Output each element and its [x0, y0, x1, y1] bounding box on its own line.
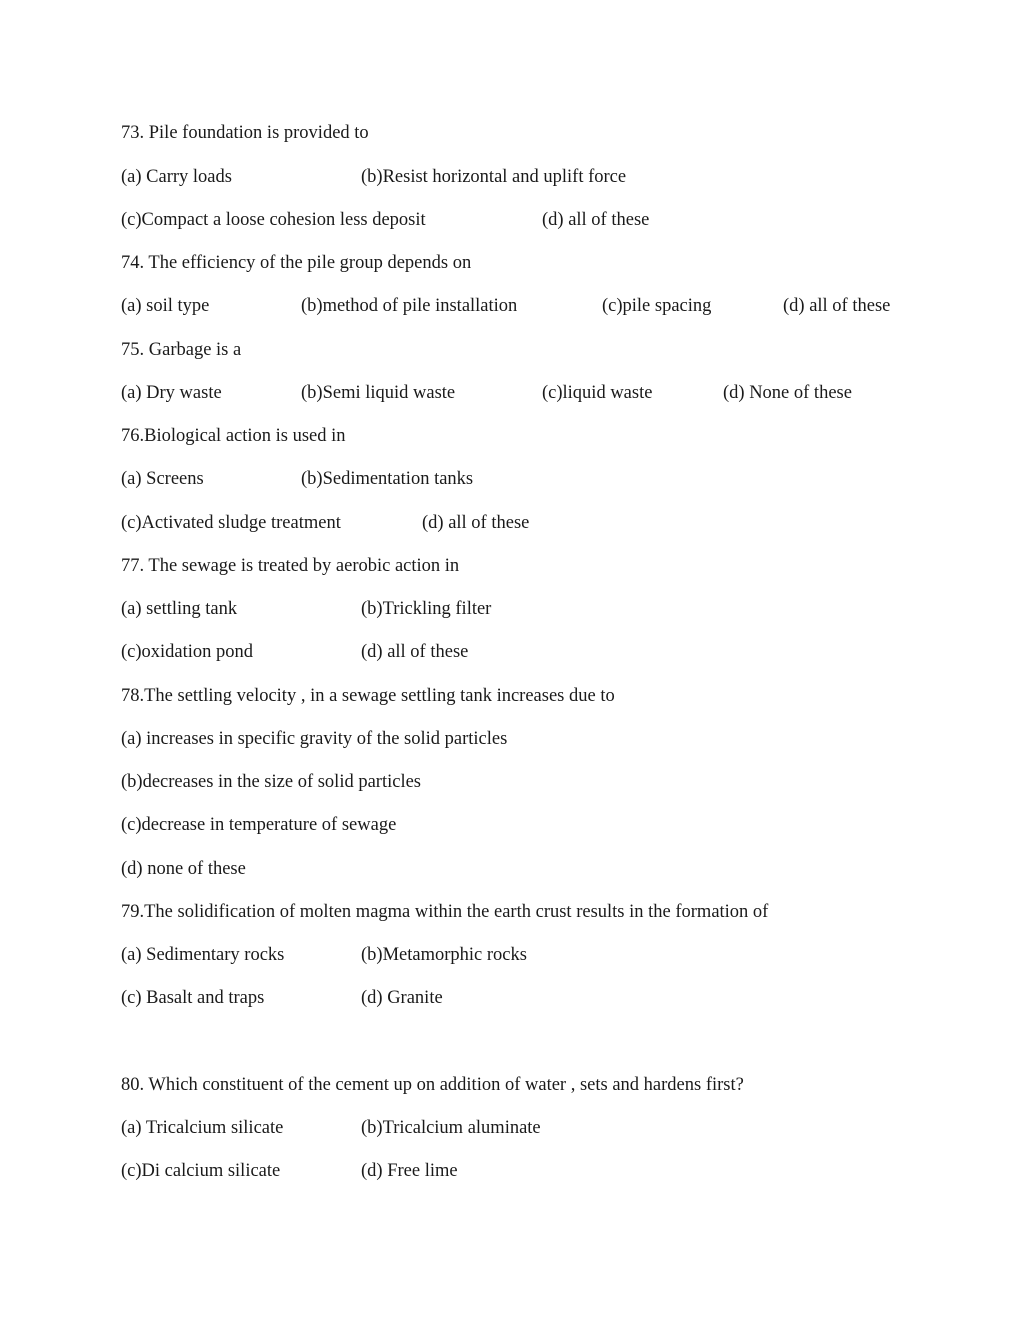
q75-option-d: (d) None of these — [723, 383, 852, 403]
q76-option-d: (d) all of these — [422, 513, 530, 533]
q79-option-b: (b)Metamorphic rocks — [361, 945, 527, 965]
q78-option-c: (c)decrease in temperature of sewage — [121, 815, 397, 835]
q74-option-b: (b)method of pile installation — [301, 296, 518, 316]
q77-option-a: (a) settling tank — [121, 599, 238, 619]
q73-option-b: (b)Resist horizontal and uplift force — [361, 167, 627, 187]
q80-option-c: (c)Di calcium silicate — [121, 1161, 281, 1181]
question-76-text: 76.Biological action is used in — [121, 426, 346, 446]
q73-option-c: (c)Compact a loose cohesion less deposit — [121, 210, 426, 230]
q73-option-d: (d) all of these — [542, 210, 650, 230]
q78-option-a: (a) increases in specific gravity of the solid particles — [121, 729, 508, 749]
q79-option-a: (a) Sedimentary rocks — [121, 945, 285, 965]
question-75-text: 75. Garbage is a — [121, 340, 242, 360]
q75-option-c: (c)liquid waste — [542, 383, 653, 403]
q77-option-d: (d) all of these — [361, 642, 469, 662]
question-74-text: 74. The efficiency of the pile group depends on — [121, 253, 472, 273]
question-73-text: 73. Pile foundation is provided to — [121, 123, 369, 143]
q75-option-b: (b)Semi liquid waste — [301, 383, 456, 403]
question-80-text: 80. Which constituent of the cement up on addition of water , sets and hardens first? — [121, 1075, 744, 1095]
q80-option-b: (b)Tricalcium aluminate — [361, 1118, 541, 1138]
q79-option-c: (c) Basalt and traps — [121, 988, 265, 1008]
q77-option-c: (c)oxidation pond — [121, 642, 254, 662]
q76-option-a: (a) Screens — [121, 469, 204, 489]
q78-option-d: (d) none of these — [121, 859, 246, 879]
q79-option-d: (d) Granite — [361, 988, 443, 1008]
q76-option-c: (c)Activated sludge treatment — [121, 513, 341, 533]
question-79-text: 79.The solidification of molten magma within the earth crust results in the formation of — [121, 902, 769, 922]
q80-option-d: (d) Free lime — [361, 1161, 458, 1181]
q77-option-b: (b)Trickling filter — [361, 599, 492, 619]
q78-option-b: (b)decreases in the size of solid particles — [121, 772, 421, 792]
q80-option-a: (a) Tricalcium silicate — [121, 1118, 284, 1138]
q76-option-b: (b)Sedimentation tanks — [301, 469, 474, 489]
q73-option-a: (a) Carry loads — [121, 167, 232, 187]
question-77-text: 77. The sewage is treated by aerobic action in — [121, 556, 460, 576]
question-78-text: 78.The settling velocity , in a sewage settling tank increases due to — [121, 686, 615, 706]
q75-option-a: (a) Dry waste — [121, 383, 222, 403]
q74-option-d: (d) all of these — [783, 296, 891, 316]
q74-option-c: (c)pile spacing — [602, 296, 712, 316]
q74-option-a: (a) soil type — [121, 296, 210, 316]
